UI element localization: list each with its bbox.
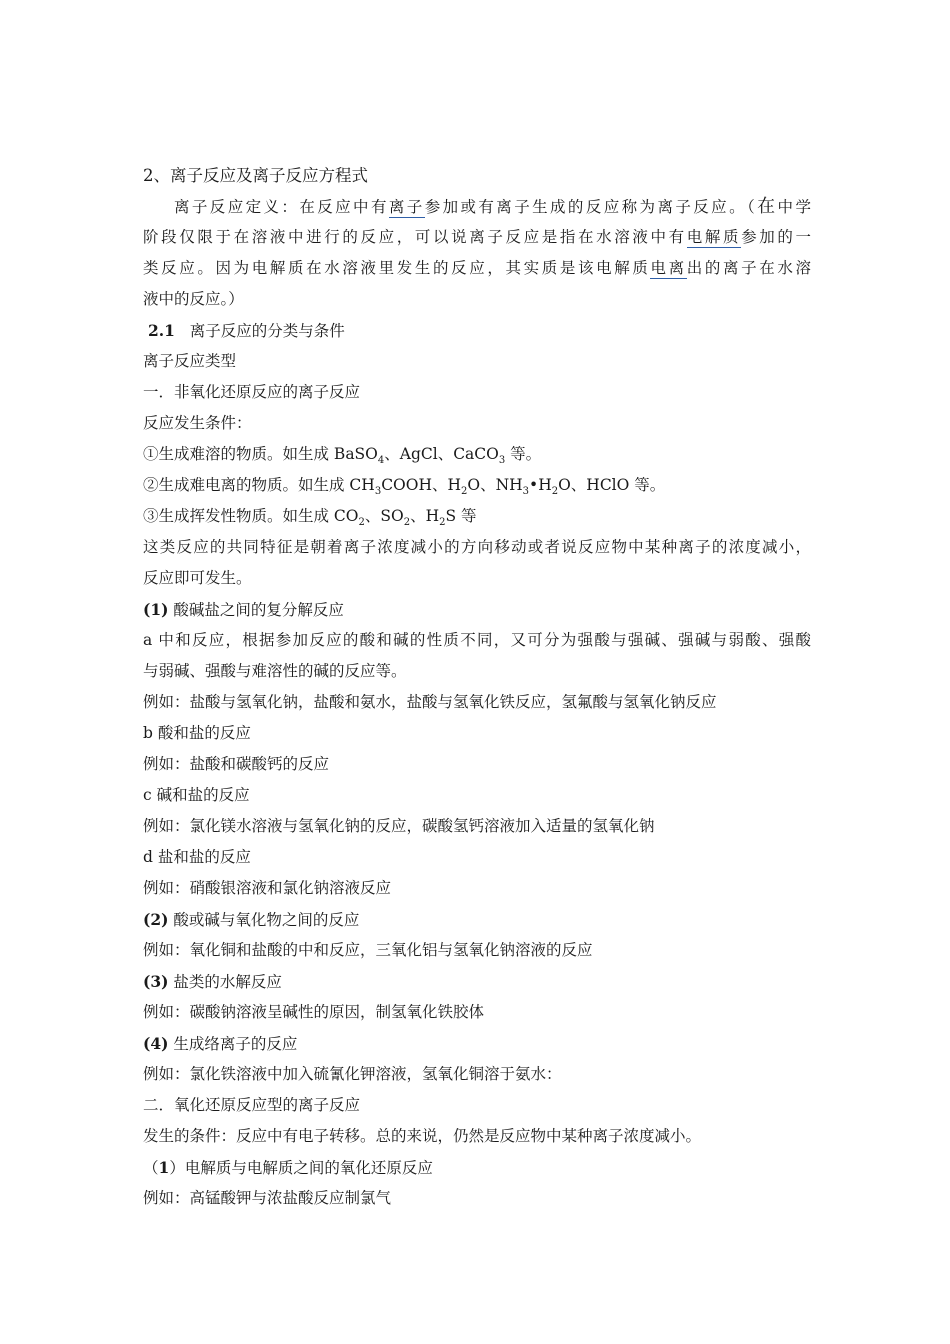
item-a-line-1: a 中和反应，根据参加反应的酸和碱的性质不同，又可分为强酸与强碱、强碱与弱酸、强酸 [143,631,811,649]
section-title: 2、离子反应及离子反应方程式 [143,166,368,185]
part2-example-1: 例如：高锰酸钾与浓盐酸反应制氯气 [143,1189,392,1207]
section-2-heading: (2) 酸或碱与氧化物之间的反应 [143,910,360,929]
part2-condition: 发生的条件：反应中有电子转移。总的来说，仍然是反应物中某种离子浓度减小。 [143,1127,702,1145]
part2-heading: 二．氧化还原反应型的离子反应 [143,1096,361,1114]
types-heading: 离子反应类型 [143,352,237,370]
item-b: b 酸和盐的反应 [143,724,251,742]
example-3: 例如：碳酸钠溶液呈碱性的原因，制氢氧化铁胶体 [143,1003,485,1021]
example-2: 例如：氧化铜和盐酸的中和反应，三氧化铝与氢氧化钠溶液的反应 [143,941,593,959]
conditions-label: 反应发生条件： [143,414,252,432]
link-ion[interactable]: 离子 [388,198,425,216]
section-4-heading: (4) 生成络离子的反应 [143,1034,298,1053]
condition-3: ③生成挥发性物质。如生成 $CO_2$、$SO_2$、$H_2S$ 等 [143,507,477,528]
subsection-title: 2.1 离子反应的分类与条件 [147,321,345,340]
example-4: 例如：氯化铁溶液中加入硫氰化钾溶液，氢氧化铜溶于氨水： [143,1065,562,1083]
part2-section-1-heading: （1）电解质与电解质之间的氧化还原反应 [143,1158,433,1177]
part1-heading: 一．非氧化还原反应的离子反应 [143,383,361,401]
document-body [143,160,811,1214]
section-1-heading: (1) 酸碱盐之间的复分解反应 [143,600,344,619]
link-ionization[interactable]: 电离 [650,259,687,277]
condition-1: ①生成难溶的物质。如生成 BaSO$_4$、AgCl、CaCO$_3$ 等。 [143,445,542,466]
definition-line-2: 阶段仅限于在溶液中进行的反应，可以说离子反应是指在水溶液中有电解质参加的一 [143,228,811,246]
item-c: c 碱和盐的反应 [143,786,250,804]
example-a: 例如：盐酸与氢氧化钠，盐酸和氨水，盐酸与氢氧化铁反应，氢氟酸与氢氧化钠反应 [143,693,717,711]
definition-line-1: 离子反应定义：在反应中有离子参加或有离子生成的反应称为离子反应。（在中学 [174,196,811,217]
link-electrolyte[interactable]: 电解质 [686,228,742,246]
definition-line-4: 液中的反应。） [143,290,244,308]
definition-line-3: 类反应。因为电解质在水溶液里发生的反应，其实质是该电解质电离出的离子在水溶 [143,259,811,277]
common-feature-line-1: 这类反应的共同特征是朝着离子浓度减小的方向移动或者说反应物中某种离子的浓度减小， [143,538,811,556]
item-a-line-2: 与弱碱、强酸与难溶性的碱的反应等。 [143,662,407,680]
example-b: 例如：盐酸和碳酸钙的反应 [143,755,330,773]
section-3-heading: (3) 盐类的水解反应 [143,972,282,991]
condition-2: ②生成难电离的物质。如生成 $CH_3COOH$、$H_2O$、$NH_3•H_2O$、HClO 等。 [143,476,666,497]
item-d: d 盐和盐的反应 [143,848,251,866]
example-c: 例如：氯化镁水溶液与氢氧化钠的反应，碳酸氢钙溶液加入适量的氢氧化钠 [143,817,655,835]
example-d: 例如：硝酸银溶液和氯化钠溶液反应 [143,879,392,897]
common-feature-line-2: 反应即可发生。 [143,569,252,587]
